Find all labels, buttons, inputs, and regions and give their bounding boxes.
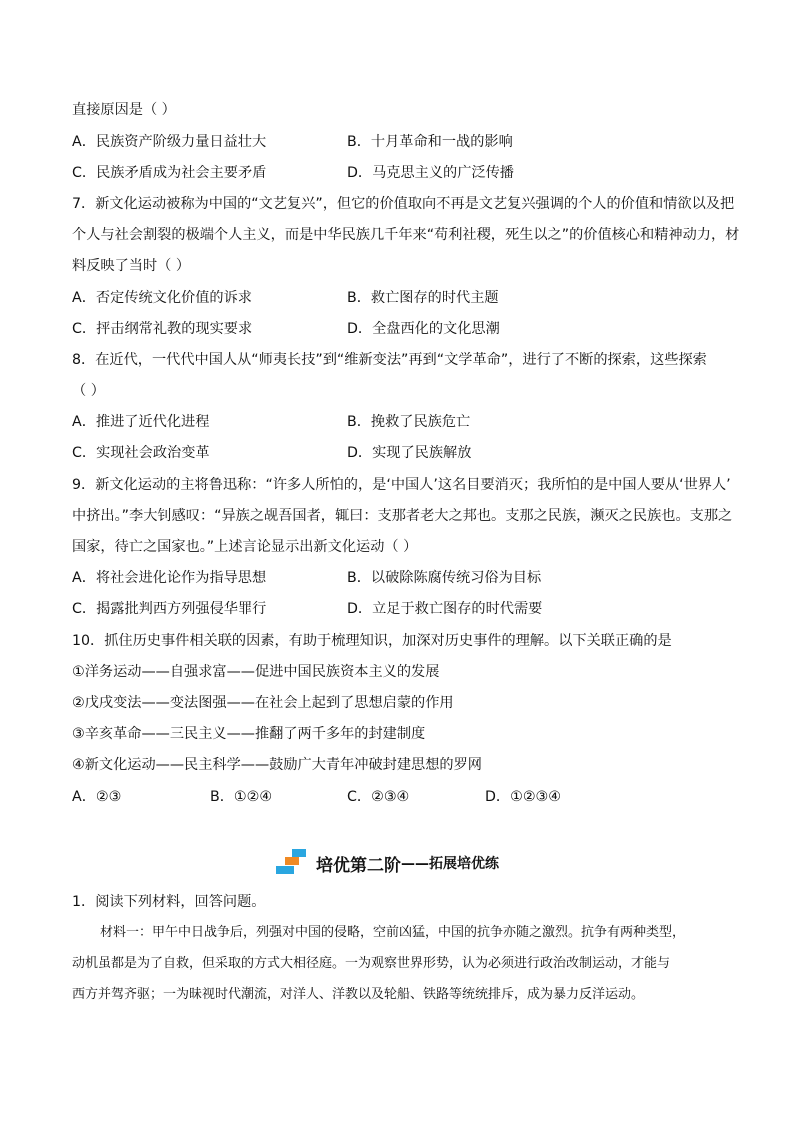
p1-stem: 1．阅读下列材料，回答问题。: [72, 894, 266, 910]
section-heading: [276, 848, 499, 878]
q6-option-b: B．十月革命和一战的影响: [347, 134, 513, 150]
q10-item-3: ③辛亥革命——三民主义——推翻了两千多年的封建制度: [72, 726, 426, 742]
q9-stem-line1: 9．新文化运动的主将鲁迅称：“许多人所怕的，是‘中国人’这名目要消灭；我所怕的是中国人要从‘世界人’: [72, 477, 731, 493]
q6-option-c: C．民族矛盾成为社会主要矛盾: [72, 165, 267, 181]
q9-option-d: D．立足于救亡图存的时代需要: [347, 601, 543, 617]
q10-item-1: ①洋务运动——自强求富——促进中国民族资本主义的发展: [72, 664, 440, 680]
section-title: 培优第二阶: [316, 855, 401, 876]
q8-stem-line2: （ ）: [72, 383, 105, 399]
q10-option-b: B．①②④: [210, 789, 273, 805]
q7-option-a: A．否定传统文化价值的诉求: [72, 290, 252, 306]
p1-material1-line1: 材料一：甲午中日战争后，列强对中国的侵略，空前凶猛，中国的抗争亦随之激烈。抗争有两种类型，: [100, 925, 686, 940]
q10-option-c: C．②③④: [347, 789, 410, 805]
p1-material1-line3: 西方并驾齐驱；一为昧视时代潮流，对洋人、洋教以及轮船、铁路等统统排斥，成为暴力反洋运动。: [72, 987, 645, 1002]
q7-option-b: B．救亡图存的时代主题: [347, 290, 499, 306]
q6-stem: 直接原因是（ ）: [72, 102, 176, 118]
q7-option-c: C．抨击纲常礼教的现实要求: [72, 321, 253, 337]
q8-option-a: A．推进了近代化进程: [72, 414, 210, 430]
q10-stem: 10．抓住历史事件相关联的因素，有助于梳理知识，加深对历史事件的理解。以下关联正确的是: [72, 633, 672, 649]
q6-option-a: A．民族资产阶级力量日益壮大: [72, 134, 267, 150]
p1-material1-line2: 动机虽都是为了自救，但采取的方式大相径庭。一为观察世界形势，认为必须进行政治改制运动，才能与: [72, 956, 671, 971]
q9-option-c: C．揭露批判西方列强侵华罪行: [72, 601, 267, 617]
q9-stem-line3: 国家，待亡之国家也。”上述言论显示出新文化运动（ ）: [72, 539, 418, 555]
q9-option-a: A．将社会进化论作为指导思想: [72, 570, 267, 586]
q10-option-a: A．②③: [72, 789, 122, 805]
q9-stem-line2: 中挤出。”李大钊感叹：“异族之觇吾国者，辄曰：支那者老大之邦也。支那之民族，濒灭之民族也。支那之: [72, 508, 733, 524]
q7-stem-line3: 料反映了当时（ ）: [72, 258, 191, 274]
q10-item-4: ④新文化运动——民主科学——鼓励广大青年冲破封建思想的罗网: [72, 757, 482, 773]
q6-option-d: D．马克思主义的广泛传播: [347, 165, 514, 181]
q8-option-c: C．实现社会政治变革: [72, 445, 210, 461]
q7-stem-line2: 个人与社会割裂的极端个人主义，而是中华民族几千年来“苟利社稷，死生以之”的价值核心和精神动力，材: [72, 227, 740, 243]
q8-option-d: D．实现了民族解放: [347, 445, 472, 461]
q7-option-d: D．全盘西化的文化思潮: [347, 321, 500, 337]
q8-stem-line1: 8．在近代，一代代中国人从“师夷长技”到“维新变法”再到“文学革命”，进行了不断的探索，这些探索: [72, 352, 707, 368]
q9-option-b: B．以破除陈腐传统习俗为目标: [347, 570, 542, 586]
q10-option-d: D．①②③④: [485, 789, 561, 805]
q8-option-b: B．挽救了民族危亡: [347, 414, 471, 430]
q7-stem-line1: 7．新文化运动被称为中国的“文艺复兴”，但它的价值取向不再是文艺复兴强调的个人的价值和情欲以及把: [72, 196, 735, 212]
section-subtitle: ——拓展培优练: [401, 856, 499, 872]
q10-item-2: ②戊戌变法——变法图强——在社会上起到了思想启蒙的作用: [72, 695, 454, 711]
section-logo-icon: [276, 849, 310, 877]
